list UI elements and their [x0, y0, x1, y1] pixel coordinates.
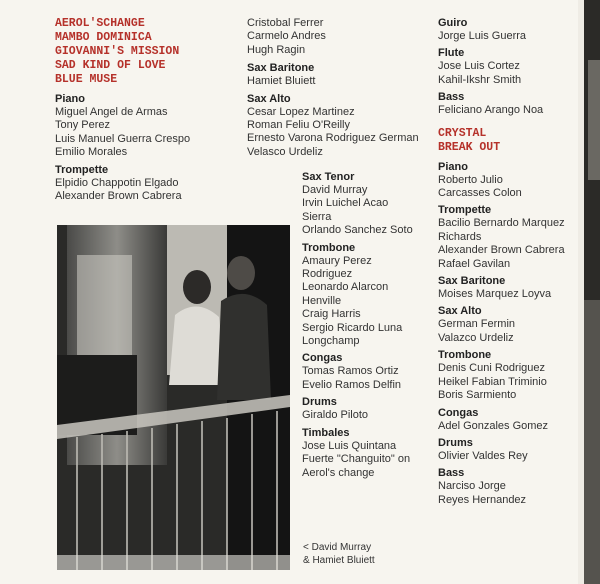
- photo-illustration: [57, 225, 290, 570]
- musicians-photo: [57, 225, 290, 570]
- musician-name: Adel Gonzales Gomez: [438, 419, 549, 432]
- column-1: [55, 17, 245, 203]
- musician-name: Orlando Sanchez Soto: [302, 224, 413, 237]
- instrument-heading: Piano: [55, 93, 85, 105]
- edge-photo-illustration: [578, 0, 600, 584]
- personnel-section: [55, 93, 245, 160]
- musician-name: Emilio Morales: [55, 146, 128, 159]
- personnel-col1: [55, 93, 245, 203]
- instrument-heading: Sax Baritone: [247, 62, 315, 75]
- musician-name: Moises Marquez Loyva: [438, 288, 552, 301]
- personnel-col3: [302, 171, 437, 480]
- musician-name: Reyes Hernandez: [438, 493, 527, 506]
- album-section-title: BREAK OUT: [438, 140, 501, 154]
- track-title: AEROL'SCHANGE: [55, 17, 145, 30]
- musician-name: German Fermin: [438, 318, 516, 331]
- personnel-section: [247, 62, 432, 88]
- musician-name: Heikel Fabian Triminio: [438, 375, 547, 388]
- instrument-heading: Sax Baritone: [438, 275, 506, 288]
- musician-name: Jorge Luis Guerra: [438, 30, 527, 42]
- musician-name: Luis Manuel Guerra Crespo: [55, 132, 191, 145]
- personnel-section: [302, 396, 437, 422]
- musician-name: David Murray: [302, 184, 368, 196]
- musician-name: Bacilio Bernardo Marquez: [438, 217, 565, 230]
- personnel-section: [438, 437, 578, 463]
- musician-name: Kahil-Ikshr Smith: [438, 73, 522, 86]
- track-title: GIOVANNI'S MISSION: [55, 45, 180, 58]
- personnel-section: [438, 467, 578, 507]
- column-3: [302, 171, 437, 480]
- musician-name: Jose Luis Quintana: [302, 439, 397, 452]
- instrument-heading: Timbales: [302, 426, 350, 439]
- musician-name: Ernesto Varona Rodriguez German: [247, 132, 419, 145]
- musician-name: Tomas Ramos Ortiz: [302, 365, 399, 378]
- edge-photo-strip: [578, 0, 600, 584]
- track-list: [55, 17, 245, 87]
- personnel-col4a: [438, 17, 578, 118]
- musician-name: Narciso Jorge: [438, 480, 506, 493]
- musician-name: Elpidio Chappotin Elgado: [55, 176, 179, 189]
- column-4: [438, 17, 578, 507]
- instrument-heading: Sax Alto: [438, 305, 482, 318]
- instrument-heading: Piano: [438, 160, 468, 173]
- track-title: SAD KIND OF LOVE: [55, 59, 166, 72]
- album-section-title: CRYSTAL: [438, 126, 487, 140]
- musician-name: Alexander Brown Cabrera: [438, 244, 565, 257]
- musician-name: Boris Sarmiento: [438, 389, 517, 402]
- musician-name: Feliciano Arango Noa: [438, 104, 544, 117]
- musician-name: Rodriguez: [302, 268, 353, 281]
- musician-name: Fuerte "Changuito" on: [302, 453, 411, 466]
- musician-name: Cristobal Ferrer: [247, 17, 324, 29]
- column-2: [247, 17, 432, 159]
- musician-name: Aerol's change: [302, 466, 375, 479]
- musician-name: Richards: [438, 230, 482, 243]
- instrument-heading: Drums: [302, 396, 337, 409]
- musician-name: Sierra: [302, 210, 332, 223]
- musician-name: Valazco Urdeliz: [438, 331, 514, 344]
- track-title: MAMBO DOMINICA: [55, 31, 152, 44]
- musician-name: Irvin Luichel Acao: [302, 197, 389, 210]
- musician-name: Tony Perez: [55, 119, 111, 132]
- caption-line: & Hamiet Bluiett: [303, 555, 375, 566]
- personnel-section: [247, 93, 432, 160]
- musician-name: Jose Luis Cortez: [438, 60, 520, 73]
- instrument-heading: Trompette: [438, 204, 492, 217]
- personnel-section: [302, 427, 437, 480]
- personnel-section: [302, 352, 437, 392]
- instrument-heading: Trombone: [438, 349, 492, 362]
- personnel-col4b: [438, 161, 578, 508]
- musician-name: Alexander Brown Cabrera: [55, 190, 182, 203]
- instrument-heading: Sax Tenor: [302, 171, 355, 183]
- musician-name: Hamiet Bluiett: [247, 75, 316, 88]
- musician-name: Sergio Ricardo Luna: [302, 321, 403, 334]
- personnel-section: [55, 164, 245, 204]
- personnel-section: [438, 47, 578, 87]
- instrument-heading: Congas: [438, 406, 479, 419]
- track-title: BLUE MUSE: [55, 73, 118, 86]
- musician-name: Leonardo Alarcon: [302, 281, 389, 294]
- personnel-section: [302, 242, 437, 349]
- musician-name: Carcasses Colon: [438, 187, 522, 200]
- musician-name: Hugh Ragin: [247, 43, 306, 56]
- photo-caption: [303, 541, 423, 567]
- personnel-section: [438, 91, 578, 117]
- musician-name: Rafael Gavilan: [438, 257, 511, 270]
- musician-name: Henville: [302, 294, 342, 307]
- instrument-heading: Sax Alto: [247, 92, 291, 105]
- musician-name: Amaury Perez: [302, 254, 372, 267]
- instrument-heading: Trombone: [302, 241, 356, 254]
- personnel-section: [438, 161, 578, 201]
- personnel-section: [438, 17, 578, 43]
- instrument-heading: Bass: [438, 91, 465, 104]
- instrument-heading: Bass: [438, 467, 465, 480]
- personnel-section: [438, 305, 578, 345]
- musician-name: Olivier Valdes Rey: [438, 449, 528, 462]
- personnel-section: [438, 204, 578, 271]
- musician-name: Roberto Julio: [438, 173, 503, 186]
- musician-name: Velasco Urdeliz: [247, 145, 323, 158]
- musician-name: Evelio Ramos Delfin: [302, 378, 402, 391]
- instrument-heading: Drums: [438, 436, 473, 449]
- caption-line: < David Murray: [303, 542, 372, 553]
- instrument-heading: Congas: [302, 352, 343, 365]
- personnel-col2: [247, 62, 432, 159]
- personnel-section: [438, 407, 578, 433]
- instrument-heading: Flute: [438, 47, 465, 60]
- musician-name: Longchamp: [302, 335, 360, 348]
- musician-name: Roman Feliu O'Reilly: [247, 119, 350, 132]
- instrument-heading: Guiro: [438, 17, 468, 29]
- musician-name: Giraldo Piloto: [302, 409, 369, 422]
- personnel-section: [302, 171, 437, 238]
- musician-name: Craig Harris: [302, 308, 361, 321]
- musician-name: Denis Cuni Rodriguez: [438, 362, 545, 375]
- musician-name: Miguel Angel de Armas: [55, 106, 168, 118]
- musician-name: Cesar Lopez Martinez: [247, 105, 355, 118]
- personnel-section: [438, 349, 578, 402]
- personnel-section: [438, 275, 578, 301]
- instrument-heading: Trompette: [55, 163, 109, 176]
- musician-name: Carmelo Andres: [247, 30, 326, 43]
